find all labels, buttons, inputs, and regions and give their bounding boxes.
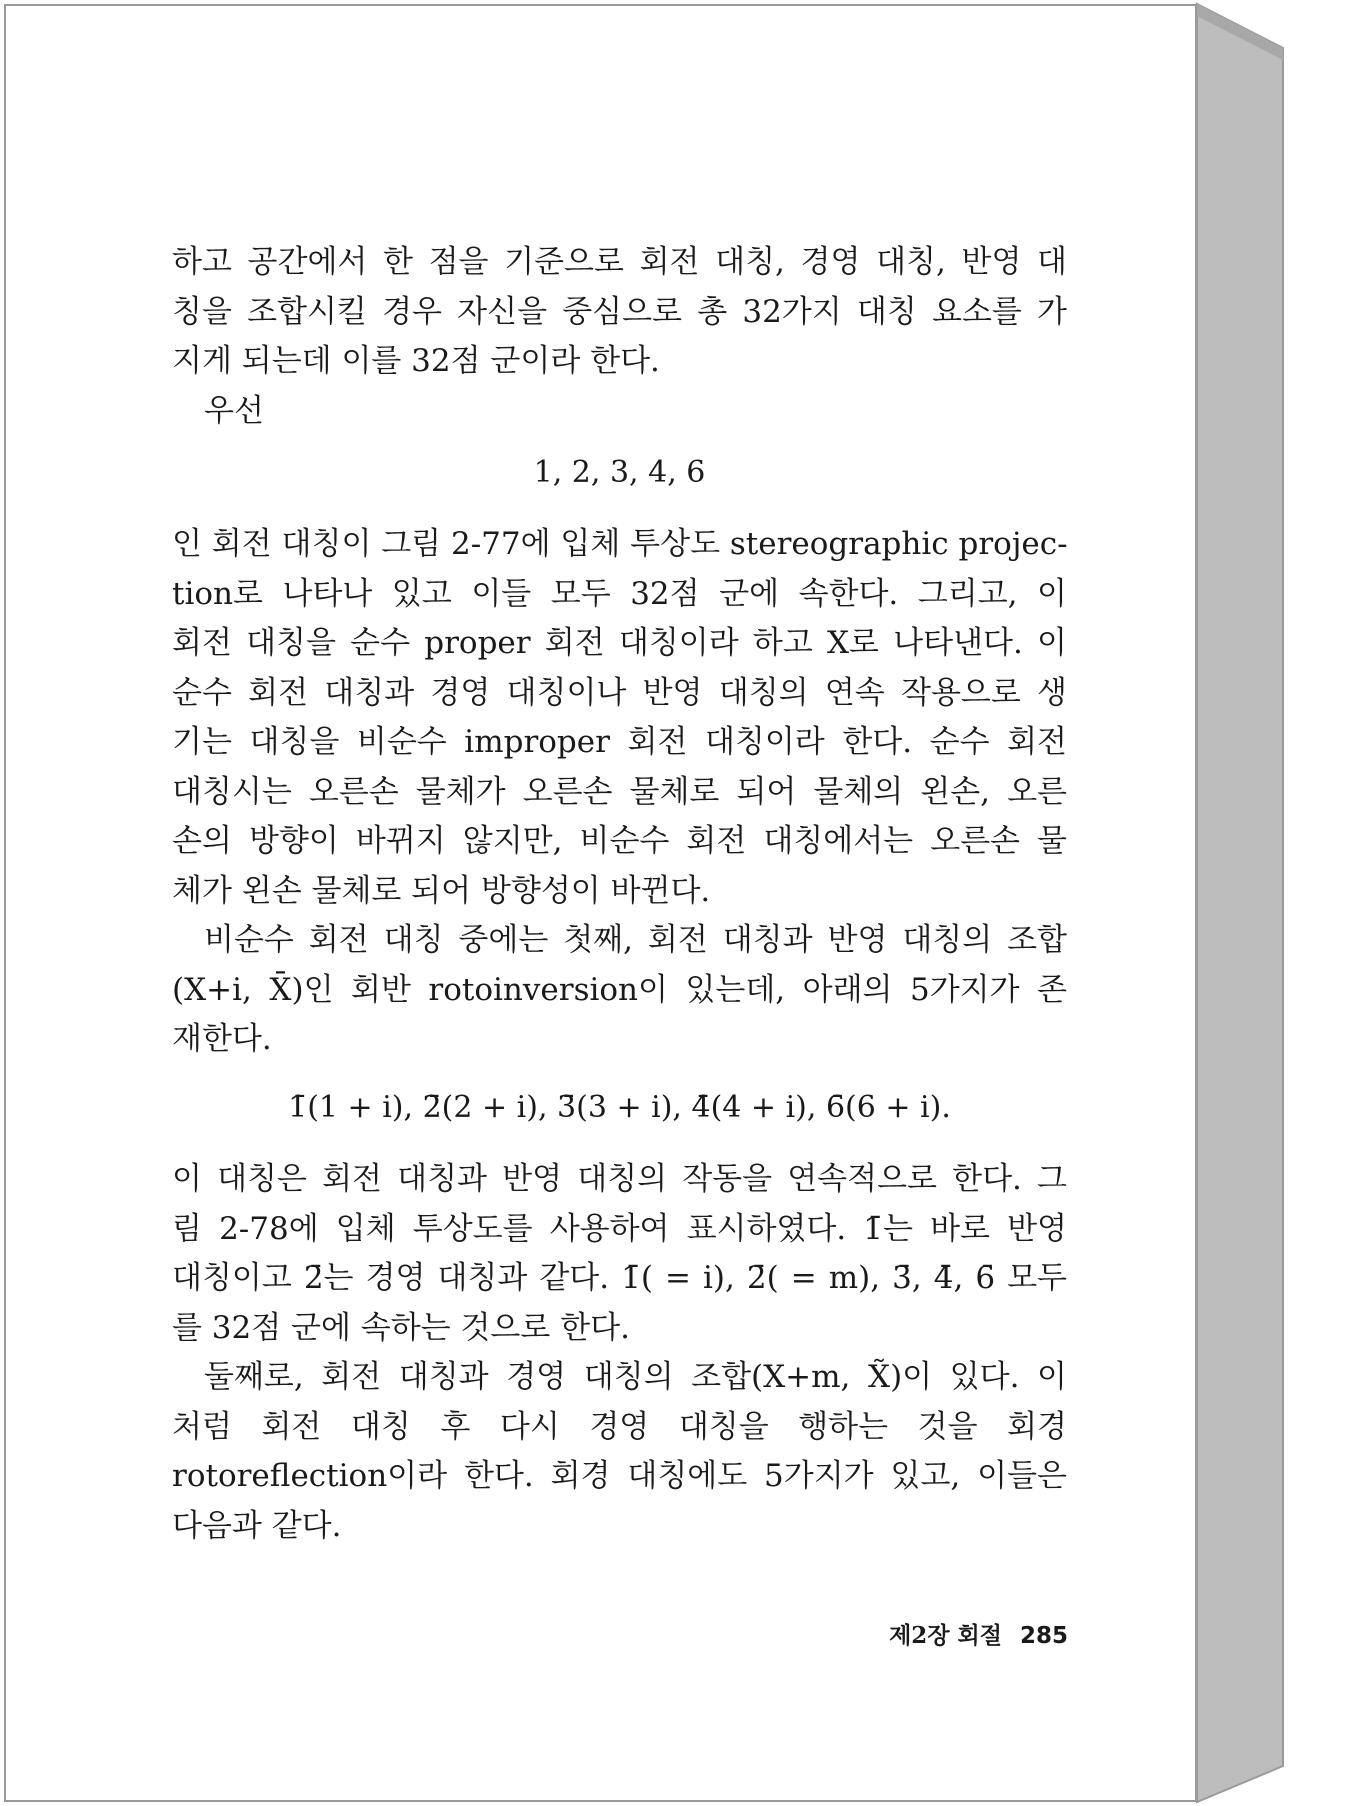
book-edge-shadow: [1197, 4, 1283, 60]
equation-rotations: 1, 2, 3, 4, 6: [533, 455, 706, 490]
text-line: 우선: [204, 393, 264, 429]
text-line: 둘째로, 회전 대칭과 경영 대칭의 조합(X+m, X̃)이 있다. 이: [204, 1359, 1067, 1395]
text-line: 대칭시는 오른손 물체가 오른손 물체로 되어 물체의 왼손, 오른: [172, 773, 1067, 810]
text-line: 인 회전 대칭이 그림 2-77에 입체 투상도 stereographic projec-: [172, 526, 1068, 562]
text-line: 다음과 같다.: [172, 1507, 342, 1544]
paragraph-2: [172, 387, 1067, 437]
text-line: 체가 왼손 물체로 되어 방향성이 바뀐다.: [172, 872, 711, 909]
text-line: 처럼 회전 대칭 후 다시 경영 대칭을 행하는 것을 회경: [172, 1408, 1067, 1445]
chapter-title: 제2장 회절: [889, 1622, 1002, 1649]
text-line: 순수 회전 대칭과 경영 대칭이나 반영 대칭의 연속 작용으로 생: [172, 674, 1067, 711]
paragraph-6: [172, 1353, 1067, 1551]
text-line: 이 대칭은 회전 대칭과 반영 대칭의 작동을 연속적으로 한다. 그: [172, 1161, 1067, 1197]
text-line: 재한다.: [172, 1021, 272, 1057]
text-line: 하고 공간에서 한 점을 기준으로 회전 대칭, 경영 대칭, 반영 대: [172, 244, 1067, 280]
text-line: 대칭이고 2̄는 경영 대칭과 같다. 1̄( = i), 2̄( = m), 3̄, 4̄, 6̄ 모두: [172, 1260, 1067, 1296]
text-line: rotoreflection이라 한다. 회경 대칭에도 5가지가 있고, 이들은: [172, 1458, 1067, 1494]
text-line: 를 32점 군에 속하는 것으로 한다.: [172, 1309, 630, 1346]
text-line: 기는 대칭을 비순수 improper 회전 대칭이라 한다. 순수 회전: [172, 724, 1067, 760]
book-edge-side: [1197, 4, 1283, 1802]
paragraph-4: [172, 916, 1067, 1065]
paragraph-3: [172, 520, 1067, 916]
page-footer: [840, 1617, 1068, 1650]
text-line: 회전 대칭을 순수 proper 회전 대칭이라 하고 X로 나타낸다. 이: [172, 625, 1067, 661]
text-line: 지게 되는데 이를 32점 군이라 한다.: [172, 343, 660, 379]
text-line: 손의 방향이 바뀌지 않지만, 비순수 회전 대칭에서는 오른손 물: [172, 823, 1067, 859]
text-line: (X+i, X̄)인 회반 rotoinversion이 있는데, 아래의 5가지가 존: [172, 971, 1067, 1008]
text-line: 림 2-78에 입체 투상도를 사용하여 표시하였다. 1̄는 바로 반영: [172, 1210, 1067, 1247]
page-number: 285: [1019, 1623, 1068, 1649]
text-line: 칭을 조합시킬 경우 자신을 중심으로 총 32가지 대칭 요소를 가: [172, 293, 1067, 330]
paragraph-5: [172, 1155, 1067, 1353]
text-line: 비순수 회전 대칭 중에는 첫째, 회전 대칭과 반영 대칭의 조합: [204, 922, 1067, 958]
text-line: tion로 나타나 있고 이들 모두 32점 군에 속한다. 그리고, 이: [172, 575, 1067, 612]
paragraph-1: [172, 238, 1067, 387]
equation-rotoinversions: 1̄(1 + i), 2̄(2 + i), 3̄(3 + i), 4̄(4 + i), 6̄(6 + i).: [288, 1090, 951, 1125]
